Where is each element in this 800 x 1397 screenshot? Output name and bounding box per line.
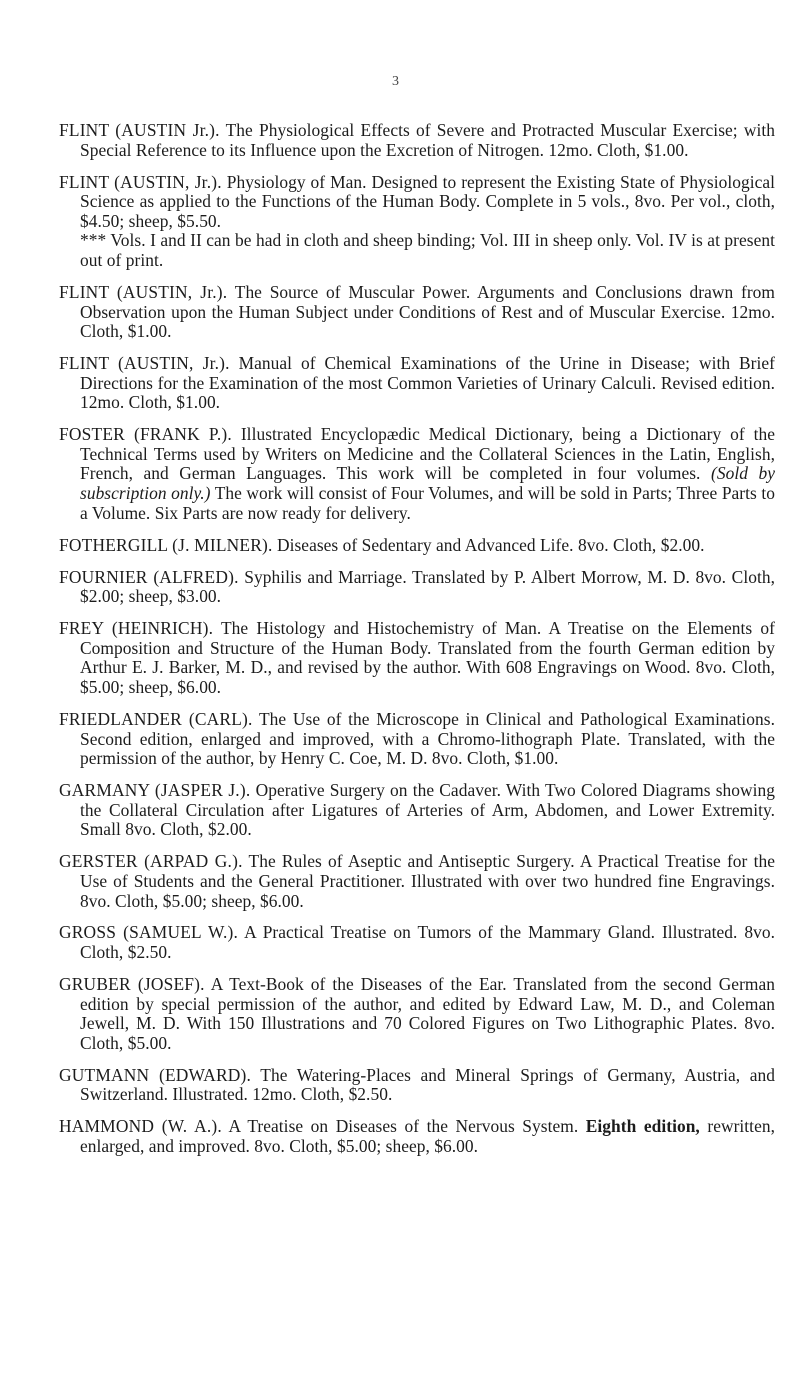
- catalog-entry: [59, 781, 775, 840]
- catalog-entry: [59, 121, 775, 160]
- catalog-entry: [59, 283, 775, 342]
- entry-author: HAMMOND (W. A.).: [59, 1116, 222, 1137]
- catalog-entry: [59, 1117, 775, 1156]
- entry-author: GUTMANN (EDWARD).: [59, 1064, 252, 1085]
- entry-text: The Histology and Histochemistry of Man. A Treatise on the Elements of Composition and Structure of the Human Body. Translated from the fourth German edition by Arthur E. J. Barker, M. D., and revised by the author. With 608 Engravings on Wood. 8vo. Cloth, $5.00; sheep, $6.00.: [80, 618, 775, 697]
- entry-author: FOSTER (FRANK P.).: [59, 424, 232, 445]
- catalog-entry: [59, 425, 775, 523]
- catalog-entry: [59, 975, 775, 1053]
- entry-author: FLINT (AUSTIN, Jr.).: [59, 281, 228, 302]
- entry-author: FLINT (AUSTIN, Jr.).: [59, 171, 222, 192]
- page-number: 3: [392, 74, 399, 89]
- catalog-entry: [59, 852, 775, 911]
- entry-text: The Source of Muscular Power. Arguments and Conclusions drawn from Observation upon the Human Subject under Conditions of Rest and of Muscular Exercise. 12mo. Cloth, $1.00.: [80, 281, 775, 342]
- entry-author: GERSTER (ARPAD G.).: [59, 851, 243, 872]
- catalog-entry: [59, 173, 775, 271]
- catalog-entry: [59, 354, 775, 413]
- entry-author: FREY (HEINRICH).: [59, 618, 214, 639]
- entry-text: Manual of Chemical Examinations of the Urine in Disease; with Brief Directions for the Examination of the most Common Varieties of Urinary Calculi. Revised edition. 12mo. Cloth, $1.00.: [80, 353, 775, 413]
- entry-text: The Watering-Places and Mineral Springs of Germany, Austria, and Switzerland. Illustrated. 12mo. Cloth, $2.50.: [80, 1064, 775, 1105]
- entry-note: *** Vols. I and II can be had in cloth and sheep binding; Vol. III in sheep only. Vol. IV is at present out of print.: [80, 230, 775, 270]
- entry-author: FLINT (AUSTIN, Jr.).: [59, 353, 230, 374]
- entry-text: Operative Surgery on the Cadaver. With Two Colored Diagrams showing the Collateral Circulation after Ligatures of Arteries of Arm, Abdomen, and Lower Extremity. Small 8vo. Cloth, $2.00.: [80, 780, 775, 840]
- entry-text: Diseases of Sedentary and Advanced Life. 8vo. Cloth, $2.00.: [277, 534, 705, 555]
- entry-text-continued: rewritten, enlarged, and improved. 8vo. Cloth, $5.00; sheep, $6.00.: [80, 1116, 775, 1156]
- entry-text: The Use of the Microscope in Clinical and Pathological Examinations. Second edition, enlarged and improved, with a Chromo-lithograph Plate. Translated, with the permission of the author, by Henry C. Coe, M. D. 8vo. Cloth, $1.00.: [80, 708, 775, 769]
- catalog-entry: [59, 536, 775, 556]
- entry-author: FRIEDLANDER (CARL).: [59, 708, 253, 729]
- entry-author: FOURNIER (ALFRED).: [59, 566, 239, 587]
- entry-author: FOTHERGILL (J. MILNER).: [59, 534, 273, 555]
- entry-text: Illustrated Encyclopædic Medical Dictionary, being a Dictionary of the Technical Terms used by Writers on Medicine and the Collateral Sciences in the Latin, English, French, and German Languages. This work will be completed in four volumes.: [80, 424, 775, 484]
- entry-edition-note: Eighth edition,: [585, 1116, 700, 1137]
- entry-subscription-note: (Sold by subscription only.): [80, 463, 775, 504]
- entry-text: The Physiological Effects of Severe and Protracted Muscular Exercise; with Special Reference to its Influence upon the Excretion of Nitrogen. 12mo. Cloth, $1.00.: [80, 120, 775, 160]
- entry-text-continued: The work will consist of Four Volumes, and will be sold in Parts; Three Parts to a Volume. Six Parts are now ready for delivery.: [80, 483, 775, 523]
- entry-author: FLINT (AUSTIN Jr.).: [59, 120, 220, 140]
- catalog-entry: [59, 923, 775, 962]
- entry-text: A Practical Treatise on Tumors of the Mammary Gland. Illustrated. 8vo. Cloth, $2.50.: [80, 922, 775, 963]
- catalog-entry: [59, 568, 775, 607]
- entry-text: Syphilis and Marriage. Translated by P. Albert Morrow, M. D. 8vo. Cloth, $2.00; sheep, $3.00.: [80, 566, 775, 607]
- entry-author: GARMANY (JASPER J.).: [59, 780, 251, 801]
- catalog-entry: [59, 619, 775, 697]
- catalog-entry: [59, 1066, 775, 1105]
- entry-text: Physiology of Man. Designed to represent the Existing State of Physiological Science as applied to the Functions of the Human Body. Complete in 5 vols., 8vo. Per vol., cloth, $4.50; sheep, $5.50.: [80, 171, 775, 231]
- catalog-entry: [59, 710, 775, 769]
- catalog-entries: [59, 121, 775, 1169]
- entry-text: A Treatise on Diseases of the Nervous System.: [228, 1116, 579, 1137]
- entry-text: The Rules of Aseptic and Antiseptic Surgery. A Practical Treatise for the Use of Students and the General Practitioner. Illustrated with over two hundred fine Engravings. 8vo. Cloth, $5.00; sheep, $6.00.: [80, 851, 775, 911]
- entry-author: GROSS (SAMUEL W.).: [59, 922, 239, 943]
- entry-author: GRUBER (JOSEF).: [59, 974, 205, 995]
- entry-text: A Text-Book of the Diseases of the Ear. Translated from the second German edition by special permission of the author, and edited by Edward Law, M. D., and Coleman Jewell, M. D. With 150 Illustrations and 70 Colored Figures on Two Lithographic Plates. 8vo. Cloth, $5.00.: [80, 974, 775, 1053]
